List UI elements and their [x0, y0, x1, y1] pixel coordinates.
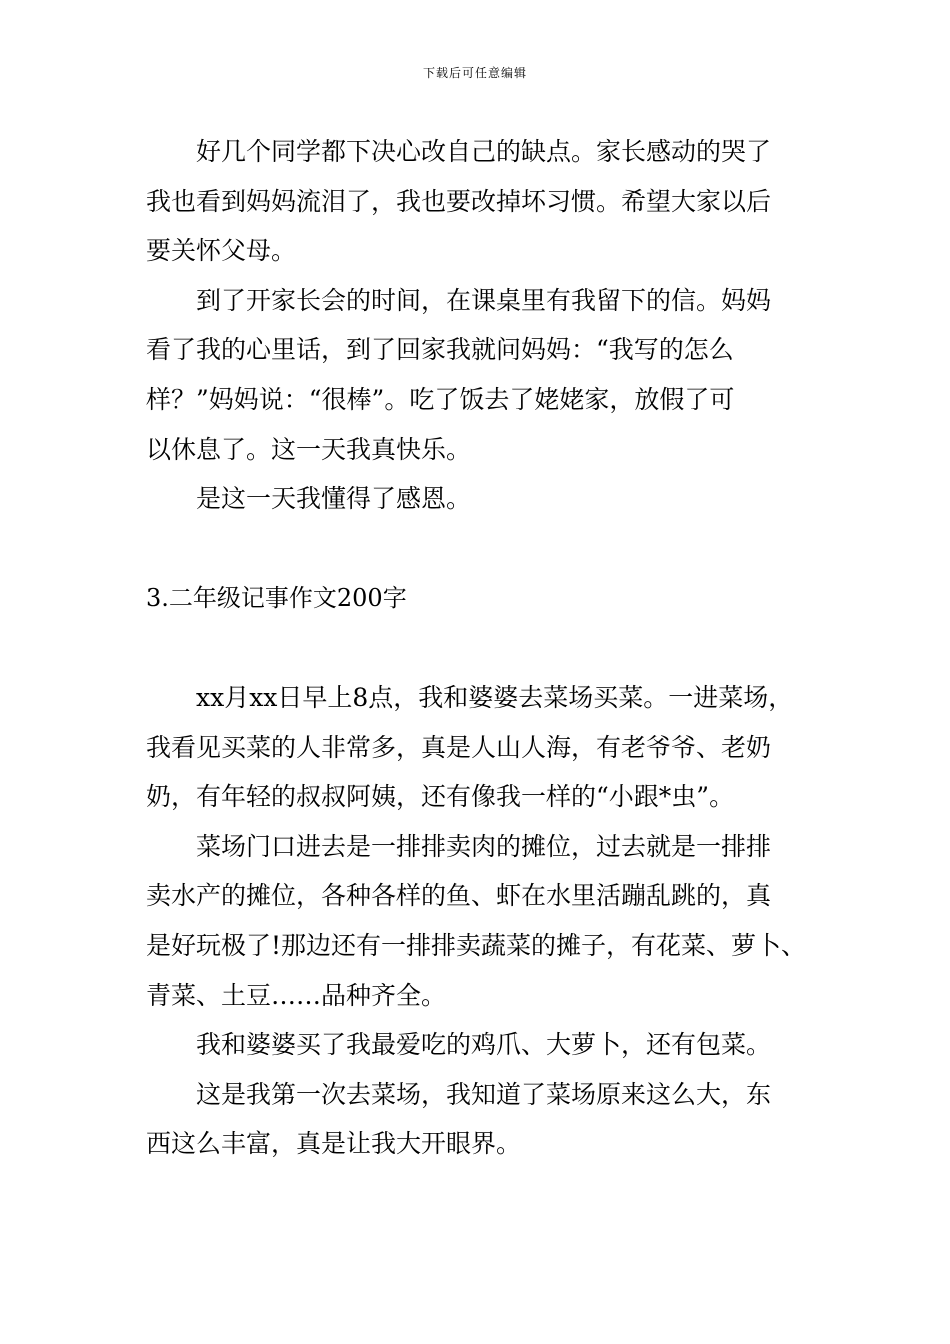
paragraph-line: 到了开家长会的时间，在课桌里有我留下的信。妈妈: [196, 285, 772, 315]
paragraph-line: 卖水产的摊位，各种各样的鱼、虾在水里活蹦乱跳的，真: [146, 881, 772, 911]
paragraph-line: 青菜、土豆……品种齐全。: [146, 980, 447, 1010]
paragraph-line: 看了我的心里话，到了回家我就问妈妈：“我写的怎么: [146, 335, 734, 365]
paragraph-line: 我看见买菜的人非常多，真是人山人海，有老爷爷、老奶: [146, 732, 772, 762]
paragraph-line: 是这一天我懂得了感恩。: [196, 484, 472, 514]
paragraph-line: 我也看到妈妈流泪了，我也要改掉坏习惯。希望大家以后: [146, 186, 772, 216]
paragraph-line: xx月xx日早上8点，我和婆婆去菜场买菜。一进菜场，: [196, 683, 794, 712]
page-header: 下载后可任意编辑: [422, 66, 527, 80]
paragraph-line: 以休息了。这一天我真快乐。: [146, 434, 472, 464]
section-heading: 3.二年级记事作文200字: [146, 584, 407, 612]
section-1-body: [146, 127, 826, 524]
paragraph-line: 菜场门口进去是一排排卖肉的摊位，过去就是一排排: [196, 831, 772, 861]
section-2-body: [146, 673, 826, 1169]
paragraph-line: 要关怀父母。: [146, 236, 297, 266]
paragraph-line: 我和婆婆买了我最爱吃的鸡爪、大萝卜，还有包菜。: [196, 1030, 772, 1060]
paragraph-line: 这是我第一次去菜场，我知道了菜场原来这么大，东: [196, 1079, 772, 1109]
paragraph-line: 西这么丰富，真是让我大开眼界。: [146, 1129, 522, 1159]
paragraph-line: 好几个同学都下决心改自己的缺点。家长感动的哭了: [196, 137, 772, 166]
paragraph-line: 样？”妈妈说：“很棒”。吃了饭去了姥姥家，放假了可: [146, 384, 735, 414]
paragraph-line: 奶，有年轻的叔叔阿姨，还有像我一样的“小跟*虫”。: [146, 782, 735, 812]
paragraph-line: 是好玩极了!那边还有一排排卖蔬菜的摊子，有花菜、萝卜、: [146, 930, 807, 960]
